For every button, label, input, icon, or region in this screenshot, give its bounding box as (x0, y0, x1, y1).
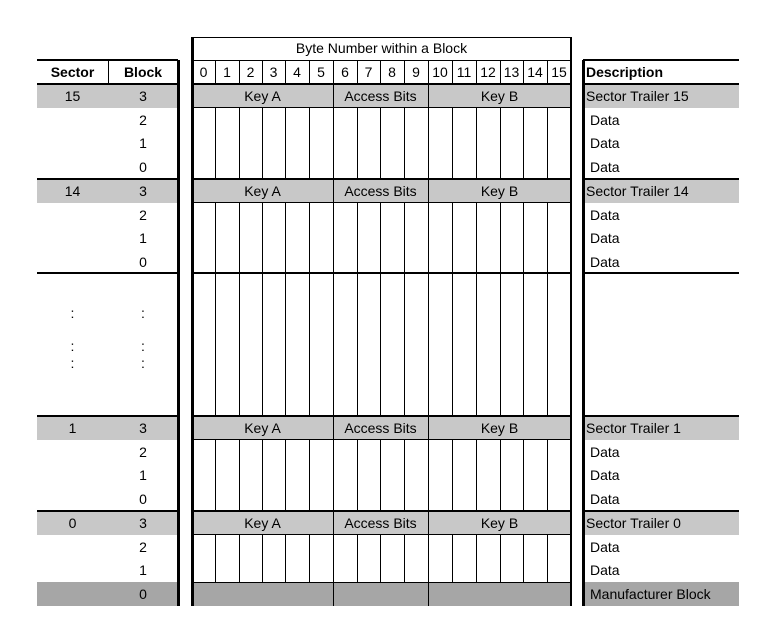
description-column-header: Description (586, 64, 664, 80)
ellipsis-block: : (141, 305, 145, 321)
byte-column-line (523, 440, 524, 511)
byte-number-13: 13 (503, 64, 520, 80)
trailer-row-bottom-line (192, 534, 571, 535)
byte-column-line (239, 535, 240, 582)
byte-column-line (215, 535, 216, 582)
byte-number-0: 0 (199, 64, 208, 80)
byte-column-line (215, 273, 216, 416)
byte-header-divider (262, 60, 263, 84)
byte-column-line (357, 440, 358, 511)
byte-column-line (262, 108, 263, 179)
data-description: Data (590, 230, 620, 247)
byte-column-line (357, 108, 358, 179)
access-bits-right-boundary (428, 84, 429, 606)
data-description: Data (590, 467, 620, 484)
access-bits-left-boundary (333, 84, 334, 606)
byte-column-line (452, 108, 453, 179)
sector-separator-desc (583, 510, 739, 512)
byte-header-divider (333, 60, 334, 84)
sector-separator-left (37, 178, 178, 180)
sector-column-header: Sector (50, 64, 95, 80)
sector-trailer-description: Sector Trailer 15 (586, 88, 689, 104)
byte-number-7: 7 (364, 64, 373, 80)
byte-number-11: 11 (456, 64, 472, 80)
byte-column-line (404, 440, 405, 511)
sector-separator-bytes (192, 510, 571, 512)
byte-column-line (500, 273, 501, 416)
byte-column-line (215, 203, 216, 273)
byte-column-line (523, 203, 524, 273)
byte-column-line (309, 108, 310, 179)
byte-column-line (476, 440, 477, 511)
byte-header-divider (309, 60, 310, 84)
byte-column-line (380, 535, 381, 582)
sector-separator-left (37, 415, 178, 417)
trailer-row-bottom-line (192, 202, 571, 203)
block-number: 2 (139, 206, 147, 223)
byte-header-divider (452, 60, 453, 84)
byte-column-line (380, 440, 381, 511)
key-a-field: Key A (244, 88, 281, 104)
header-top-line-bytes (192, 60, 571, 61)
block-number: 0 (139, 586, 147, 602)
byte-column-line (404, 273, 405, 416)
byte-column-line (285, 535, 286, 582)
byte-column-line (309, 203, 310, 273)
byte-column-line (452, 440, 453, 511)
byte-column-line (404, 203, 405, 273)
byte-column-line (380, 203, 381, 273)
manufacturer-block-description: Manufacturer Block (590, 586, 711, 602)
left-frame-line (177, 60, 180, 606)
sector-trailer-description: Sector Trailer 1 (586, 420, 681, 436)
byte-column-line (404, 108, 405, 179)
byte-column-line (285, 440, 286, 511)
data-description: Data (590, 111, 620, 128)
byte-column-line (262, 203, 263, 273)
byte-header-divider (476, 60, 477, 84)
byte-column-line (547, 535, 548, 582)
block-number: 3 (139, 420, 147, 436)
byte-header-divider (404, 60, 405, 84)
byte-column-line (500, 535, 501, 582)
ellipsis-block: : (141, 355, 145, 371)
byte-column-line (476, 108, 477, 179)
byte-column-line (357, 203, 358, 273)
byte-header-divider (523, 60, 524, 84)
byte-number-10: 10 (432, 64, 448, 80)
header-bottom-line-desc (583, 83, 739, 85)
block-number: 1 (139, 562, 147, 579)
byte-column-line (476, 203, 477, 273)
data-description: Data (590, 206, 620, 223)
byte-column-line (452, 535, 453, 582)
byte-column-line (380, 273, 381, 416)
block-number: 3 (139, 88, 147, 104)
data-description: Data (590, 538, 620, 555)
sector-separator-desc (583, 272, 739, 274)
byte-column-line (309, 535, 310, 582)
byte-header-divider (380, 60, 381, 84)
access-bits-field: Access Bits (344, 183, 417, 199)
byte-number-6: 6 (341, 64, 349, 80)
manufacturer-band-bytes (192, 582, 571, 606)
block-number: 0 (139, 159, 147, 175)
sector-separator-bytes (192, 415, 571, 417)
byte-column-line (452, 273, 453, 416)
key-b-field: Key B (480, 88, 519, 104)
key-b-field: Key B (480, 420, 519, 436)
data-description: Data (590, 443, 620, 460)
byte-column-line (476, 273, 477, 416)
block-number: 3 (139, 183, 147, 199)
byte-column-line (285, 203, 286, 273)
byte-area-left-line (191, 37, 194, 606)
byte-number-3: 3 (269, 64, 278, 80)
byte-column-line (262, 273, 263, 416)
byte-column-line (357, 535, 358, 582)
byte-column-line (452, 203, 453, 273)
data-description: Data (590, 254, 620, 270)
sector-separator-desc (583, 178, 739, 180)
data-description: Data (590, 135, 620, 152)
access-bits-field: Access Bits (344, 420, 417, 436)
key-a-field: Key A (244, 183, 281, 199)
byte-column-line (547, 440, 548, 511)
byte-column-line (239, 203, 240, 273)
byte-number-14: 14 (527, 64, 543, 80)
sector-number: 0 (68, 515, 77, 531)
block-number: 0 (139, 491, 147, 507)
byte-column-line (239, 273, 240, 416)
byte-column-line (239, 108, 240, 179)
byte-header-divider (428, 60, 429, 84)
byte-number-15: 15 (551, 64, 567, 80)
byte-column-line (309, 440, 310, 511)
byte-number-8: 8 (388, 64, 396, 80)
byte-header-divider (215, 60, 216, 84)
byte-column-line (500, 440, 501, 511)
data-description: Data (590, 491, 620, 507)
trailer-row-bottom-line (192, 439, 571, 440)
block-number: 2 (139, 111, 147, 128)
sector-separator-bytes (192, 272, 571, 274)
byte-column-line (404, 535, 405, 582)
byte-column-line (500, 108, 501, 179)
access-bits-field: Access Bits (344, 88, 417, 104)
header-bottom-line-bytes (192, 83, 571, 85)
ellipsis-block: : (141, 338, 145, 354)
key-a-field: Key A (244, 515, 281, 531)
byte-column-line (500, 203, 501, 273)
block-number: 2 (139, 538, 147, 555)
byte-column-line (285, 273, 286, 416)
byte-number-12: 12 (480, 64, 496, 80)
byte-column-line (262, 440, 263, 511)
byte-column-line (215, 108, 216, 179)
byte-column-line (476, 535, 477, 582)
ellipsis-sector: : (70, 305, 75, 321)
header-top-line-desc (583, 59, 739, 61)
key-b-field: Key B (480, 515, 519, 531)
byte-column-line (285, 108, 286, 179)
byte-column-line (380, 108, 381, 179)
block-number: 1 (139, 230, 147, 247)
block-number: 1 (139, 467, 147, 484)
block-number: 0 (139, 254, 147, 270)
ellipsis-sector: : (70, 338, 75, 354)
byte-header-divider (239, 60, 240, 84)
byte-column-line (309, 273, 310, 416)
sector-separator-left (37, 510, 178, 512)
sector-separator-bytes (192, 178, 571, 180)
byte-header-divider (500, 60, 501, 84)
sector-trailer-description: Sector Trailer 0 (586, 515, 681, 531)
data-description: Data (590, 562, 620, 579)
block-number: 3 (139, 515, 147, 531)
trailer-row-bottom-line (192, 107, 571, 108)
byte-column-line (547, 108, 548, 179)
byte-column-line (523, 535, 524, 582)
sector-number: 14 (64, 183, 81, 199)
byte-header-divider (285, 60, 286, 84)
sector-separator-left (37, 272, 178, 274)
byte-title-top-border (192, 37, 571, 38)
description-left-line (582, 60, 585, 606)
block-column-header: Block (123, 64, 163, 80)
key-b-field: Key B (480, 183, 519, 199)
byte-column-line (547, 203, 548, 273)
data-description: Data (590, 159, 620, 175)
byte-number-1: 1 (223, 64, 231, 80)
byte-header-divider (547, 60, 548, 84)
key-a-field: Key A (244, 420, 281, 436)
byte-number-2: 2 (246, 64, 255, 80)
byte-number-9: 9 (412, 64, 420, 80)
byte-number-4: 4 (293, 64, 301, 80)
byte-column-line (523, 108, 524, 179)
byte-column-line (357, 273, 358, 416)
sector-number: 1 (68, 420, 77, 436)
sector-separator-desc (583, 415, 739, 417)
sector-trailer-description: Sector Trailer 14 (586, 183, 689, 199)
sector-block-divider (108, 60, 109, 84)
block-number: 2 (139, 443, 147, 460)
access-bits-field: Access Bits (344, 515, 417, 531)
sector-number: 15 (64, 88, 81, 104)
ellipsis-sector: : (70, 355, 75, 371)
byte-area-right-line (570, 37, 572, 606)
byte-column-line (523, 273, 524, 416)
byte-column-line (547, 273, 548, 416)
manufacturer-top-line (192, 582, 571, 583)
byte-header-divider (357, 60, 358, 84)
block-number: 1 (139, 135, 147, 152)
byte-column-line (215, 440, 216, 511)
byte-number-title: Byte Number within a Block (295, 40, 468, 56)
byte-number-5: 5 (317, 64, 325, 80)
byte-column-line (239, 440, 240, 511)
byte-column-line (262, 535, 263, 582)
